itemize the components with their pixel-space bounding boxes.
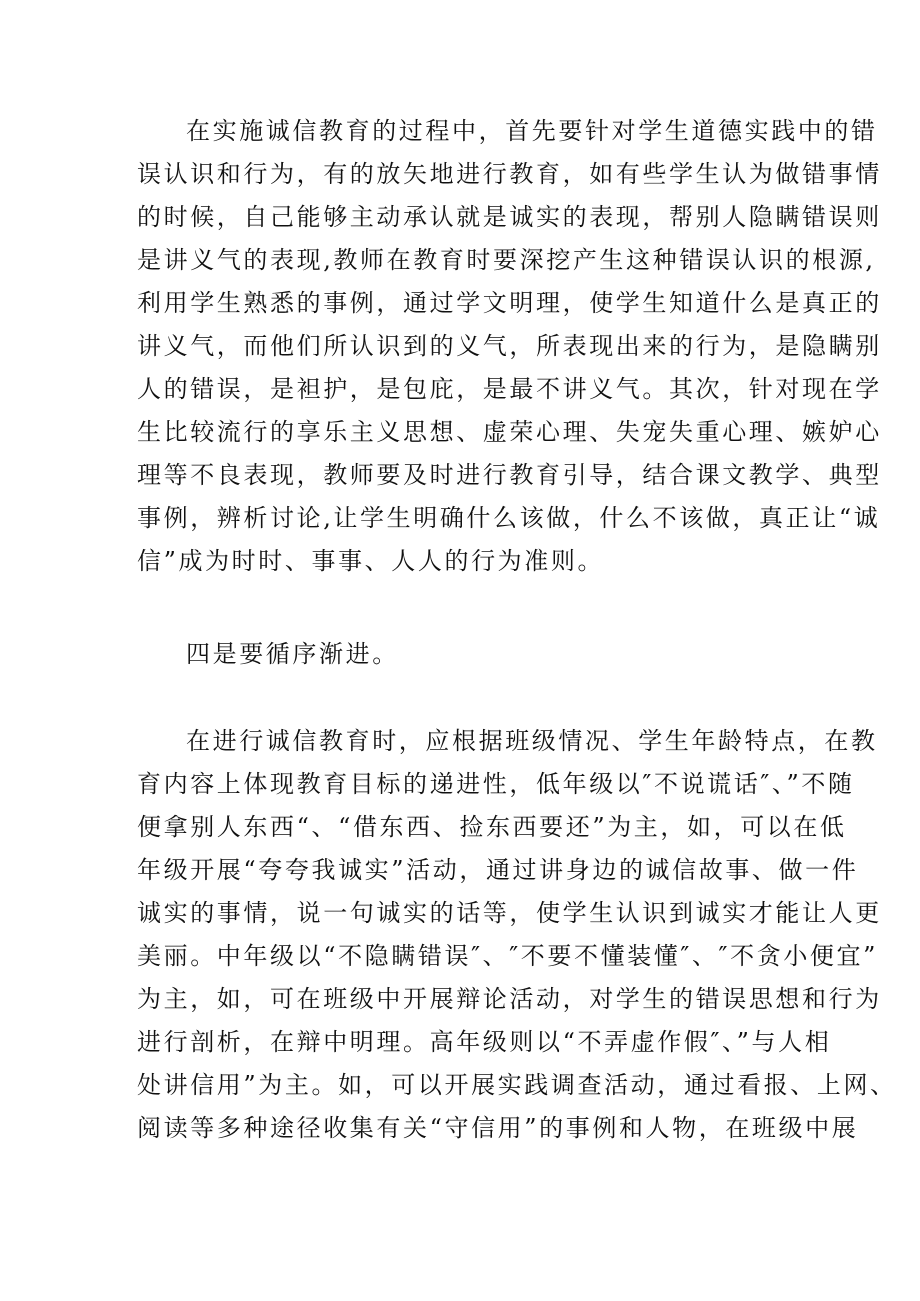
text-line: 利用学生熟悉的事例，通过学文明理，使学生知道什么是真正的 (137, 289, 882, 317)
text-line: 人的错误，是袒护，是包庇，是最不讲义气。其次，针对现在学 (137, 375, 882, 403)
heading-text: 四是要循序渐进。 (186, 640, 399, 668)
text-line: 生比较流行的享乐主义思想、虚荣心理、失宠失重心理、嫉妒心 (137, 418, 882, 446)
text-line: 为主，如，可在班级中开展辩论活动，对学生的错误思想和行为 (137, 985, 882, 1013)
text-line: 进行剖析，在辩中明理。高年级则以“不弄虚作假″、”与人相 (137, 1028, 832, 1056)
text-line: 年级开展“夸夸我诚实”活动，通过讲身边的诚信故事、做一件 (137, 856, 859, 884)
paragraph-honesty-education-process (137, 117, 882, 590)
paragraph-grade-level-education (137, 727, 897, 1157)
text-line: 信”成为时时、事事、人人的行为准则。 (137, 547, 605, 575)
text-line: 在实施诚信教育的过程中，首先要针对学生道德实践中的错 (186, 117, 878, 145)
text-line: 美丽。中年级以“不隐瞒错误″、″不要不懂装懂″、″不贪小便宜” (137, 942, 878, 970)
text-line: 的时候，自己能够主动承认就是诚实的表现，帮别人隐瞒错误则 (137, 203, 882, 231)
text-line: 阅读等多种途径收集有关“守信用”的事例和人物，在班级中展 (137, 1114, 859, 1142)
text-line: 便拿别人东西“、“借东西、捡东西要还”为主，如，可以在低 (137, 813, 847, 841)
text-line: 育内容上体现教育目标的递进性，低年级以″不说谎话″、”不随 (137, 770, 855, 798)
section-heading-gradual-progress (137, 640, 787, 683)
text-line: 讲义气，而他们所认识到的义气，所表现出来的行为，是隐瞒别 (137, 332, 882, 360)
text-line: 在进行诚信教育时，应根据班级情况、学生年龄特点，在教 (186, 727, 878, 755)
text-line: 事例，辨析讨论,让学生明确什么该做，什么不该做，真正让“诚 (137, 504, 881, 532)
text-line: 处讲信用”为主。如，可以开展实践调查活动，通过看报、上网、 (137, 1071, 897, 1099)
text-line: 诚实的事情，说一句诚实的话等，使学生认识到诚实才能让人更 (137, 899, 882, 927)
text-line: 是讲义气的表现,教师在教育时要深挖产生这种错误认识的根源, (137, 246, 876, 274)
text-line: 误认识和行为，有的放矢地进行教育，如有些学生认为做错事情 (137, 160, 882, 188)
text-line: 理等不良表现，教师要及时进行教育引导，结合课文教学、典型 (137, 461, 882, 489)
